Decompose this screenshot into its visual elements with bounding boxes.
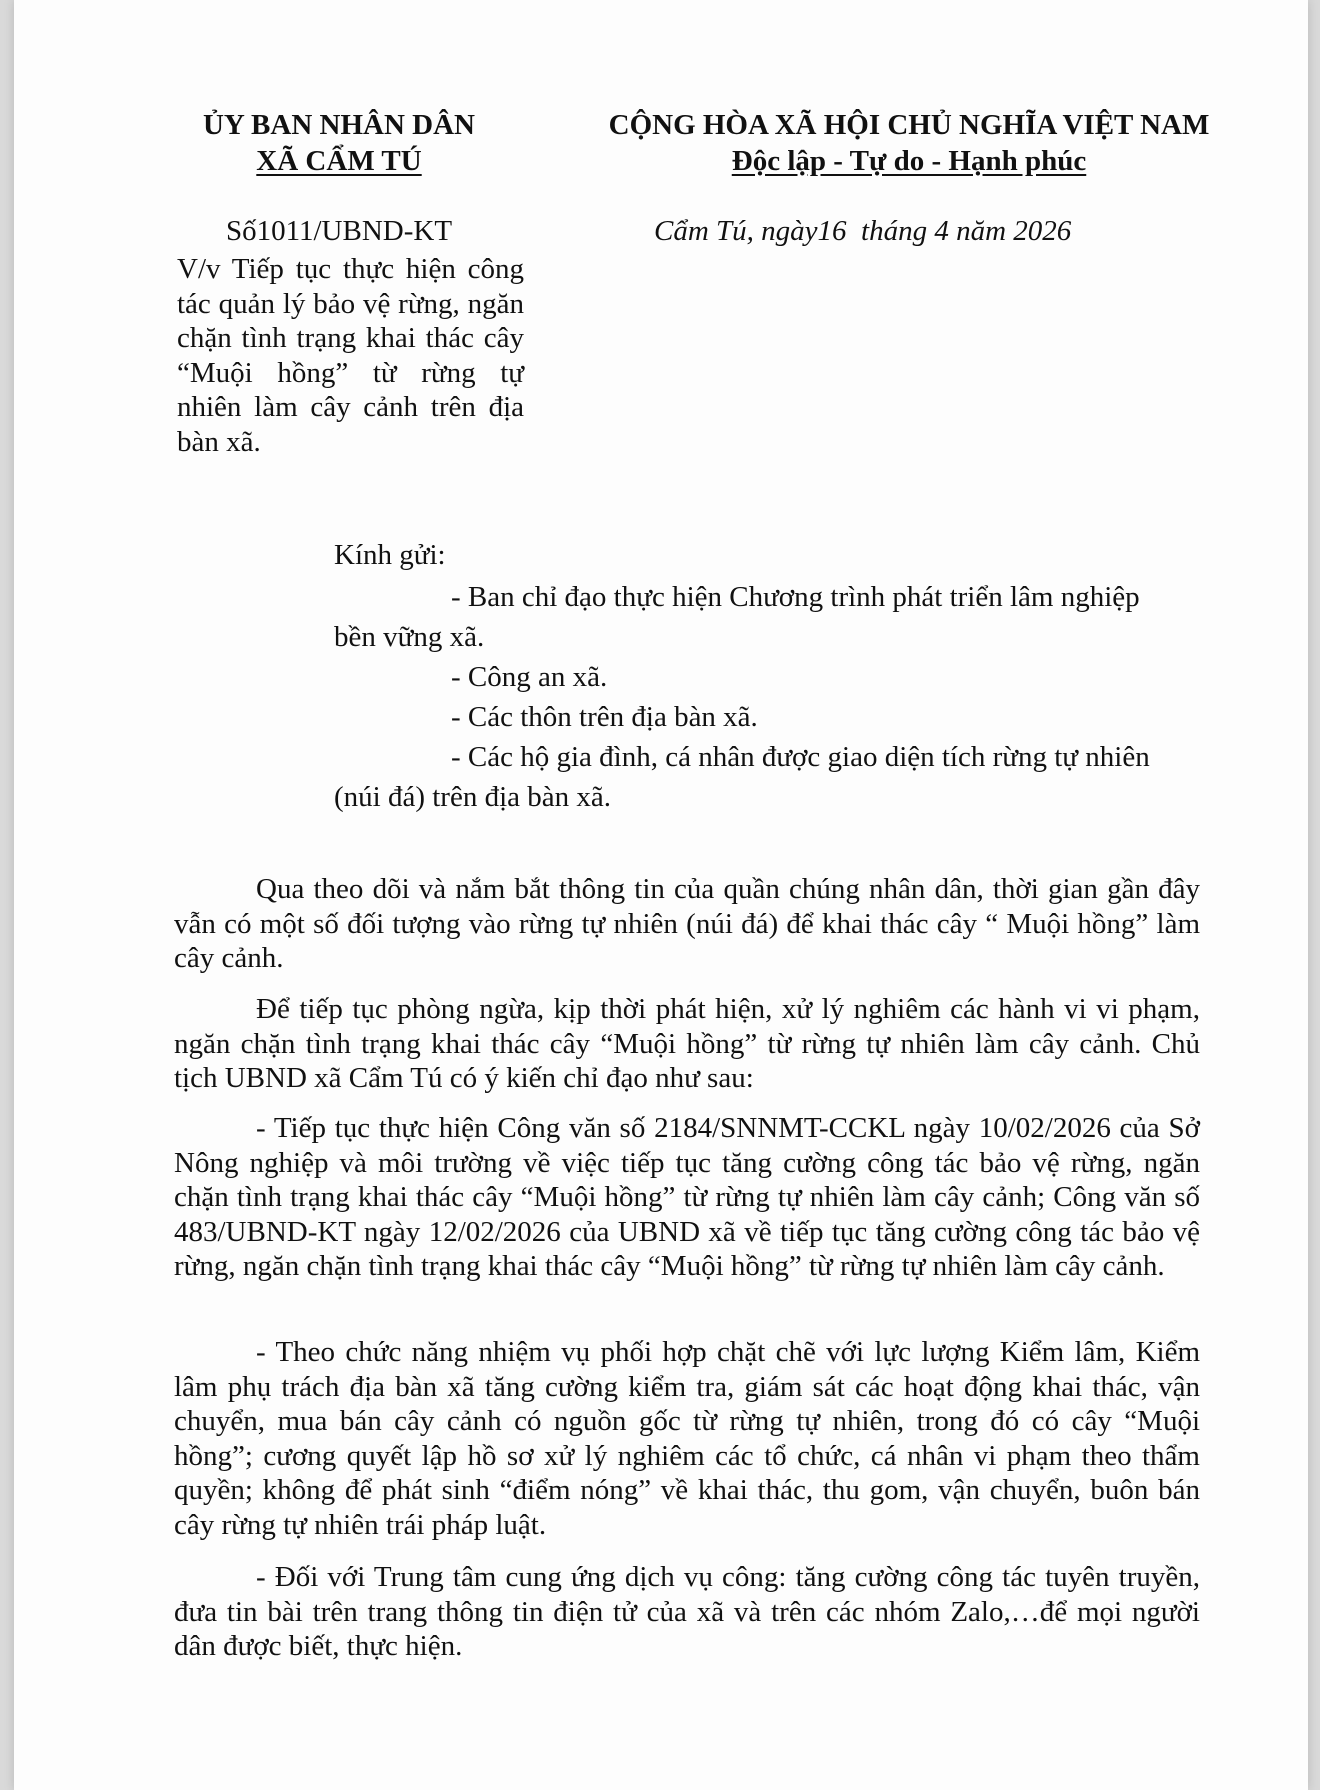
paragraph-3: - Tiếp tục thực hiện Công văn số 2184/SNNMT-CCKL ngày 10/02/2026 của Sở Nông nghiệp và môi trường về việc tiếp tục tăng cường công tác bảo vệ rừng, ngăn chặn tình trạng khai thác cây “Muội hồng” từ rừng tự nhiên làm cây cảnh; Công văn số 483/UBND-KT ngày 12/02/2026 của UBND xã về tiếp tục tăng cường công tác bảo vệ rừng, ngăn chặn tình trạng khai thác cây “Muội hồng” từ rừng tự nhiên làm cây cảnh.	[174, 1112, 1200, 1282]
recipient-2: - Công an xã.	[451, 661, 608, 693]
recipient-1: - Ban chỉ đạo thực hiện Chương trình phát triển lâm nghiệp	[451, 581, 1140, 613]
document-number: Số1011/UBND-KT	[225, 215, 453, 247]
place-date: Cẩm Tú, ngày16 tháng 4 năm 2026	[654, 215, 1072, 247]
paragraph-4: - Theo chức năng nhiệm vụ phối hợp chặt chẽ với lực lượng Kiểm lâm, Kiểm lâm phụ trách địa bàn xã tăng cường kiểm tra, giám sát các hoạt động khai thác, vận chuyển, mua bán cây cảnh có nguồn gốc từ rừng tự nhiên, trong đó có cây “Muội hồng”; cương quyết lập hồ sơ xử lý nghiêm các tổ chức, cá nhân vi phạm theo thẩm quyền; không để phát sinh “điểm nóng” về khai thác, thu gom, vận chuyển, buôn bán cây rừng tự nhiên trái pháp luật.	[174, 1336, 1200, 1541]
recipient-3: - Các thôn trên địa bàn xã.	[451, 701, 758, 733]
commune-name-text: XÃ CẨM TÚ	[256, 145, 422, 177]
recipients-label: Kính gửi:	[334, 539, 446, 571]
commune-name	[174, 144, 504, 178]
recipient-1-cont: bền vững xã.	[334, 621, 485, 653]
recipient-4: - Các hộ gia đình, cá nhân được giao diện tích rừng tự nhiên	[451, 741, 1150, 773]
document-subject: V/v Tiếp tục thực hiện công tác quản lý bảo vệ rừng, ngăn chặn tình trạng khai thác cây “Muội hồng” từ rừng tự nhiên làm cây cảnh trên địa bàn xã.	[177, 253, 524, 458]
national-motto-text: Độc lập - Tự do - Hạnh phúc	[731, 145, 1087, 177]
national-motto	[559, 144, 1259, 178]
document-page	[14, 0, 1308, 1790]
recipient-4-cont: (núi đá) trên địa bàn xã.	[334, 781, 612, 813]
national-title: CỘNG HÒA XÃ HỘI CHỦ NGHĨA VIỆT NAM	[608, 109, 1210, 141]
paragraph-5: - Đối với Trung tâm cung ứng dịch vụ công: tăng cường công tác tuyên truyền, đưa tin bài trên trang thông tin điện tử của xã và trên các nhóm Zalo,…để mọi người dân được biết, thực hiện.	[174, 1561, 1200, 1662]
agency-name: ỦY BAN NHÂN DÂN	[202, 109, 475, 141]
paragraph-2: Để tiếp tục phòng ngừa, kịp thời phát hiện, xử lý nghiêm các hành vi vi phạm, ngăn chặn tình trạng khai thác cây “Muội hồng” từ rừng tự nhiên làm cây cảnh. Chủ tịch UBND xã Cẩm Tú có ý kiến chỉ đạo như sau:	[174, 993, 1200, 1094]
paragraph-1: Qua theo dõi và nắm bắt thông tin của quần chúng nhân dân, thời gian gần đây vẫn có một số đối tượng vào rừng tự nhiên (núi đá) để khai thác cây “ Muội hồng” làm cây cảnh.	[174, 873, 1200, 974]
